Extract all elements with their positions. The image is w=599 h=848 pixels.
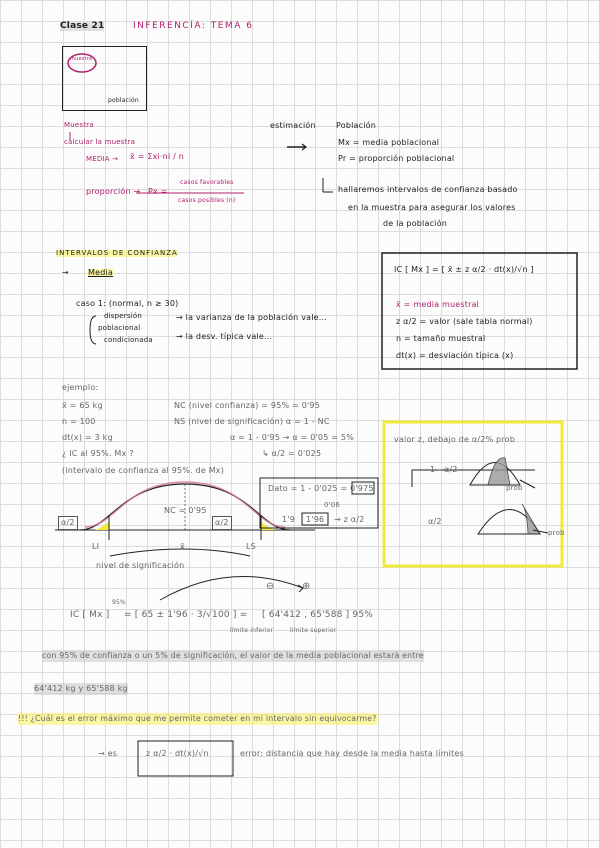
xbar-label: x̄ [180, 542, 185, 551]
formula-def-3: n = tamaño muestral [396, 334, 486, 343]
dispersion-1: dispersión [104, 312, 142, 320]
varianza-line: → la varianza de la población vale... [176, 313, 328, 322]
intervals-heading: INTERVALOS DE CONFIANZA [56, 249, 178, 257]
example-line-4: ¿ IC al 95%. Mx ? [62, 449, 134, 458]
proportion-label: proporción → [86, 187, 141, 196]
page-title: INFERENCÍA: TEMA 6 [133, 21, 254, 31]
dato-19: 1'9 [282, 515, 295, 524]
example-line-2: n = 100 [62, 417, 96, 426]
result-ic-label: IC [ Mx ] [70, 610, 110, 620]
population-label: población [108, 97, 139, 104]
dato-line: Dato = 1 - 0'025 = 0'975 [268, 484, 374, 493]
error-formula: z α/2 · dt(x)/√n [146, 749, 209, 758]
lim-superior: límite superior [290, 627, 337, 634]
yellow-alpha-half: α/2 [428, 517, 442, 526]
dispersion-3: condicionada [104, 336, 153, 344]
casos-posibles: casos posibles (n) [178, 197, 236, 204]
dato-mid: 0'06 [324, 501, 341, 509]
sample-label: muestra [70, 56, 93, 62]
nc-line: NC (nivel confianza) = 95% = 0'95 [174, 401, 320, 410]
muestra-note: Muestra [64, 121, 94, 129]
formula-def-2: z α/2 = valor (sale tabla normal) [396, 317, 533, 326]
ic-formula: IC [ Mx ] = [ x̄ ± z α/2 · dt(x)/√n ] [394, 265, 534, 274]
error-description: error: distancia que hay desde la media hasta límites [240, 749, 464, 758]
hallaremos-line-2: en la muestra para asegurar los valores [348, 203, 516, 212]
conclusion-range: 64'412 kg y 65'588 kg [34, 684, 128, 693]
media-label: MEDIA → [86, 155, 119, 163]
media-heading: Media [88, 268, 114, 277]
minus-sign: ⊖ [266, 581, 275, 592]
result-interval: [ 64'412 , 65'588 ] 95% [262, 610, 374, 620]
dato-z: → z α/2 [334, 515, 365, 524]
alpha-left-box: α/2 [58, 516, 78, 530]
lim-inferior: límite inferior [230, 627, 274, 634]
yellow-prob-1: prob [506, 484, 523, 492]
casos-favorables: casos favorables [180, 179, 234, 186]
ns-line: NS (nivel de significación) α = 1 - NC [174, 417, 330, 426]
dispersion-2: poblacional [98, 324, 141, 332]
desv-line: → la desv. típica vale... [176, 332, 273, 341]
example-title: ejemplo: [62, 383, 99, 392]
hallaremos-line-3: de la población [383, 219, 447, 228]
formula-def-1: x̄ = media muestral [396, 300, 480, 309]
yellow-title: valor z, debajo de α/2% prob [394, 435, 516, 444]
mu-line: Mx = media poblacional [338, 138, 440, 147]
example-line-3: dt(x) = 3 kg [62, 433, 113, 442]
media-arrow: → [62, 268, 69, 277]
formula-def-4: dt(x) = desviación típica (x) [396, 351, 514, 360]
nc-curve-label: NC = 0'95 [164, 506, 207, 515]
class-label: Clase 21 [60, 21, 105, 31]
yellow-1-alpha: 1 - α/2 [430, 465, 458, 474]
error-es: → es [98, 749, 118, 758]
li-label: LI [92, 542, 100, 551]
alpha-half-line: ↳ α/2 = 0'025 [262, 449, 322, 458]
error-question: !!! ¿Cuál es el error máximo que me permite cometer en mi intervalo sin equivocarme? [18, 714, 377, 723]
example-line-1: x̄ = 65 kg [62, 401, 103, 410]
conclusion-sentence: con 95% de confianza o un 5% de significación, el valor de la media poblacional estará entre [42, 651, 424, 660]
result-formula: = [ 65 ± 1'96 · 3/√100 ] = [124, 610, 248, 620]
poblacion-heading: Población [336, 121, 377, 130]
example-line-5: (intervalo de confianza al 95%. de Mx) [62, 466, 225, 475]
pr-line: Pr = proporción poblacional [338, 154, 455, 163]
nivel-label: nivel de significación [96, 561, 185, 570]
ls-label: LS [246, 542, 256, 551]
dato-196: 1'96 [306, 515, 325, 524]
caso-line: caso 1: (normal, n ≥ 30) [76, 299, 179, 308]
media-formula: x̄ = Σxi·ni / n [130, 152, 185, 161]
alpha-right-box: α/2 [212, 516, 232, 530]
plus-sign: ⊕ [302, 581, 311, 592]
calcular-note: calcular la muestra [64, 138, 136, 146]
result-superscript: 95% [112, 599, 126, 606]
hallaremos-line-1: hallaremos intervalos de confianza basado [338, 185, 518, 194]
alpha-line: α = 1 - 0'95 → α = 0'05 = 5% [230, 433, 354, 442]
estimacion-label: estimación [270, 121, 316, 130]
yellow-prob-2: prob [548, 529, 565, 537]
proportion-symbol: Px = [148, 187, 168, 196]
